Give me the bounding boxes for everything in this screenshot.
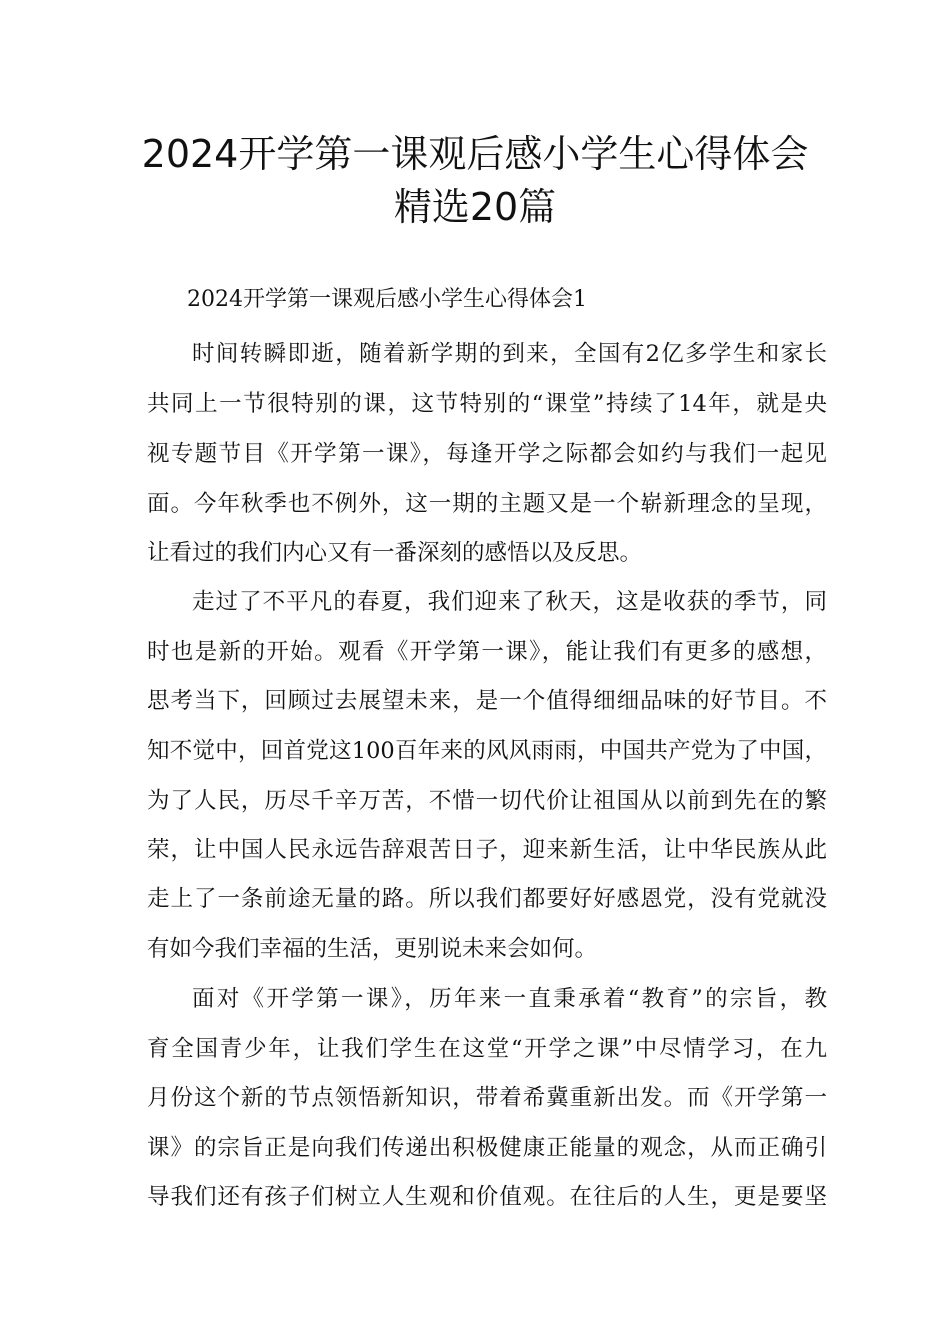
paragraph-2-line-1: 走过了不平凡的春夏，我们迎来了秋天，这是收获的季节，同 — [192, 589, 827, 615]
paragraph-2-line-7: 走上了一条前途无量的路。所以我们都要好好感恩党，没有党就没 — [147, 886, 827, 912]
paragraph-3-line-2: 育全国青少年，让我们学生在这堂“开学之课”中尽情学习，在九 — [147, 1036, 827, 1062]
paragraph-2-line-8: 有如今我们幸福的生活，更别说未来会如何。 — [147, 936, 598, 962]
paragraph-2-line-2: 时也是新的开始。观看《开学第一课》，能让我们有更多的感想， — [147, 639, 827, 665]
document-title-line-1: 2024开学第一课观后感小学生心得体会 — [141, 132, 809, 176]
paragraph-2-line-6: 荣，让中国人民永远告辞艰苦日子，迎来新生活，让中华民族从此 — [147, 837, 827, 863]
paragraph-3-line-3: 月份这个新的节点领悟新知识，带着希冀重新出发。而《开学第一 — [147, 1085, 827, 1111]
document-title-line-2: 精选20篇 — [393, 185, 557, 229]
paragraph-3-line-4: 课》的宗旨正是向我们传递出积极健康正能量的观念，从而正确引 — [147, 1135, 827, 1161]
paragraph-3-line-5: 导我们还有孩子们树立人生观和价值观。在往后的人生，更是要坚 — [147, 1184, 827, 1210]
paragraph-2-line-3: 思考当下，回顾过去展望未来，是一个值得细细品味的好节目。不 — [147, 688, 827, 714]
paragraph-2-line-4: 知不觉中，回首党这100百年来的风风雨雨，中国共产党为了中国， — [147, 738, 827, 764]
paragraph-1-line-5: 让看过的我们内心又有一番深刻的感悟以及反思。 — [147, 540, 643, 566]
paragraph-3-line-1: 面对《开学第一课》，历年来一直秉承着“教育”的宗旨，教 — [192, 986, 827, 1012]
paragraph-2-line-5: 为了人民，历尽千辛万苦，不惜一切代价让祖国从以前到先在的繁 — [147, 788, 827, 814]
paragraph-1-line-2: 共同上一节很特别的课，这节特别的“课堂”持续了14年，就是央 — [147, 391, 827, 417]
paragraph-1-line-4: 面。今年秋季也不例外，这一期的主题又是一个崭新理念的呈现， — [147, 491, 827, 517]
section-heading: 2024开学第一课观后感小学生心得体会1 — [187, 287, 587, 312]
paragraph-1-line-3: 视专题节目《开学第一课》，每逢开学之际都会如约与我们一起见 — [147, 441, 827, 467]
paragraph-1-line-1: 时间转瞬即逝，随着新学期的到来，全国有2亿多学生和家长 — [192, 341, 827, 367]
